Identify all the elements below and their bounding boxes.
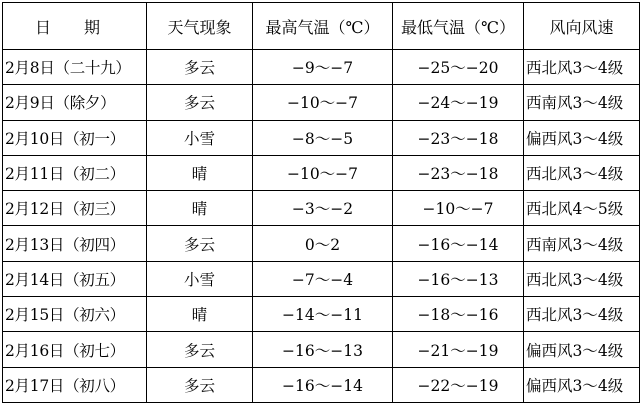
date-cell: 2月8日（二十九） — [3, 50, 147, 85]
weather-cell: 晴 — [147, 191, 253, 226]
low-temp-cell: −16～−14 — [393, 226, 524, 261]
table-row — [3, 191, 640, 226]
wind-cell: 西北风3～4级 — [524, 261, 640, 296]
high-temp-cell: −7～−4 — [253, 261, 393, 296]
high-temp-cell: −8～−5 — [253, 120, 393, 155]
high-temp-cell: −10～−7 — [253, 85, 393, 120]
table-row — [3, 155, 640, 190]
date-cell: 2月12日（初三） — [3, 191, 147, 226]
high-temp-cell: 0～2 — [253, 226, 393, 261]
wind-cell: 西北风4～5级 — [524, 191, 640, 226]
header-row — [3, 3, 640, 50]
high-temp-cell: −3～−2 — [253, 191, 393, 226]
weather-cell: 多云 — [147, 332, 253, 367]
weather-cell: 小雪 — [147, 261, 253, 296]
low-temp-cell: −18～−16 — [393, 297, 524, 332]
low-temp-cell: −24～−19 — [393, 85, 524, 120]
wind-cell: 西北风3～4级 — [524, 50, 640, 85]
weather-cell: 多云 — [147, 50, 253, 85]
table-row — [3, 332, 640, 367]
weather-cell: 小雪 — [147, 120, 253, 155]
low-temp-cell: −25～−20 — [393, 50, 524, 85]
header-date: 日 期 — [3, 3, 147, 50]
high-temp-cell: −16～−13 — [253, 332, 393, 367]
date-cell: 2月13日（初四） — [3, 226, 147, 261]
table-row — [3, 226, 640, 261]
table-row — [3, 85, 640, 120]
date-cell: 2月15日（初六） — [3, 297, 147, 332]
weather-cell: 多云 — [147, 85, 253, 120]
wind-cell: 偏西风3～4级 — [524, 120, 640, 155]
header-high-temp: 最高气温（℃） — [253, 3, 393, 50]
low-temp-cell: −16～−13 — [393, 261, 524, 296]
table-row — [3, 261, 640, 296]
table-body — [3, 50, 640, 403]
weather-cell: 多云 — [147, 226, 253, 261]
high-temp-cell: −14～−11 — [253, 297, 393, 332]
wind-cell: 西南风3～4级 — [524, 85, 640, 120]
wind-cell: 西南风3～4级 — [524, 226, 640, 261]
weather-cell: 晴 — [147, 297, 253, 332]
wind-cell: 西北风3～4级 — [524, 297, 640, 332]
weather-cell: 多云 — [147, 367, 253, 402]
date-cell: 2月17日（初八） — [3, 367, 147, 402]
header-low-temp: 最低气温（℃） — [393, 3, 524, 50]
header-wind: 风向风速 — [524, 3, 640, 50]
date-cell: 2月9日（除夕） — [3, 85, 147, 120]
low-temp-cell: −21～−19 — [393, 332, 524, 367]
date-cell: 2月14日（初五） — [3, 261, 147, 296]
high-temp-cell: −10～−7 — [253, 155, 393, 190]
table-row — [3, 50, 640, 85]
wind-cell: 西北风3～4级 — [524, 155, 640, 190]
table-header — [3, 3, 640, 50]
table-row — [3, 367, 640, 402]
weather-cell: 晴 — [147, 155, 253, 190]
low-temp-cell: −10～−7 — [393, 191, 524, 226]
high-temp-cell: −16～−14 — [253, 367, 393, 402]
table-row — [3, 297, 640, 332]
high-temp-cell: −9～−7 — [253, 50, 393, 85]
low-temp-cell: −23～−18 — [393, 120, 524, 155]
table-row — [3, 120, 640, 155]
header-weather: 天气现象 — [147, 3, 253, 50]
date-cell: 2月11日（初二） — [3, 155, 147, 190]
weather-forecast-table — [2, 2, 640, 403]
low-temp-cell: −23～−18 — [393, 155, 524, 190]
date-cell: 2月10日（初一） — [3, 120, 147, 155]
low-temp-cell: −22～−19 — [393, 367, 524, 402]
date-cell: 2月16日（初七） — [3, 332, 147, 367]
wind-cell: 偏西风3～4级 — [524, 332, 640, 367]
wind-cell: 偏西风3～4级 — [524, 367, 640, 402]
